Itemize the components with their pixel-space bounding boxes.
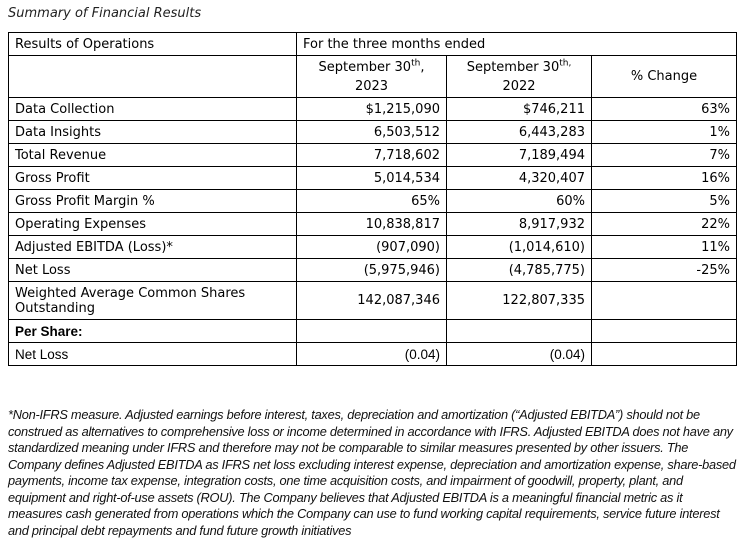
value-2022: (1,014,610) bbox=[447, 236, 592, 259]
column-header-sep-2023 bbox=[297, 56, 447, 98]
row-label: Gross Profit bbox=[9, 167, 297, 190]
column-header-pct-change: % Change bbox=[592, 56, 737, 98]
value-2022: (4,785,775) bbox=[447, 259, 592, 282]
value-2023: 6,503,512 bbox=[297, 121, 447, 144]
column-header-2023-comma: , bbox=[420, 59, 425, 75]
table-row-adjusted-ebitda bbox=[9, 236, 737, 259]
value-change: 63% bbox=[592, 98, 737, 121]
table-row-operating-expenses bbox=[9, 213, 737, 236]
row-label: Net Loss bbox=[9, 343, 297, 366]
row-label: Adjusted EBITDA (Loss)* bbox=[9, 236, 297, 259]
value-change: 5% bbox=[592, 190, 737, 213]
table-row-net-loss bbox=[9, 259, 737, 282]
value-2022: 6,443,283 bbox=[447, 121, 592, 144]
value-2022: 122,807,335 bbox=[447, 282, 592, 320]
value-2023: $1,215,090 bbox=[297, 98, 447, 121]
column-header-2023-date: September 30 bbox=[318, 59, 412, 75]
table-row-per-share bbox=[9, 320, 737, 343]
value-change: -25% bbox=[592, 259, 737, 282]
row-label: Weighted Average Common Shares Outstanding bbox=[9, 282, 297, 320]
value-change bbox=[592, 343, 737, 366]
table-row-weighted-avg-shares bbox=[9, 282, 737, 320]
row-label: Operating Expenses bbox=[9, 213, 297, 236]
header-empty-cell bbox=[9, 56, 297, 98]
financial-results-table bbox=[8, 32, 737, 366]
value-2022: (0.04) bbox=[447, 343, 592, 366]
value-2023: (907,090) bbox=[297, 236, 447, 259]
table-row-total-revenue bbox=[9, 144, 737, 167]
value-2023: 65% bbox=[297, 190, 447, 213]
column-header-2023-year: 2023 bbox=[354, 78, 389, 94]
value-change: 7% bbox=[592, 144, 737, 167]
row-label: Net Loss bbox=[9, 259, 297, 282]
column-header-2022-date: September 30 bbox=[466, 59, 560, 75]
row-label: Total Revenue bbox=[9, 144, 297, 167]
value-2023: (5,975,946) bbox=[297, 259, 447, 282]
table-row-data-insights bbox=[9, 121, 737, 144]
row-label: Data Insights bbox=[9, 121, 297, 144]
value-2023: 7,718,602 bbox=[297, 144, 447, 167]
table-row-gross-profit bbox=[9, 167, 737, 190]
non-ifrs-footnote: *Non-IFRS measure. Adjusted earnings before interest, taxes, depreciation and amortization (“Adjusted EBITDA”) should not be construed as alternatives to comprehensive loss or income determined in accordance with IFRS. Adjusted EBITDA does not have any standardized meaning under IFRS and therefore may not be comparable to similar measures presented by other issuers. The Company defines Adjusted EBITDA as IFRS net loss excluding interest expense, depreciation and amortization expense, share-based payments, income tax expense, integration costs, one time acquisition costs, and impairment of goodwill, property, plant, and equipment and right-of-use assets (ROU). The Company believes that Adjusted EBITDA is a meaningful financial metric as it measures cash generated from operations which the Company can use to fund working capital requirements, service future interest and principal debt repayments and fund future growth initiatives bbox=[8, 407, 736, 538]
value-2022: 60% bbox=[447, 190, 592, 213]
value-change bbox=[592, 282, 737, 320]
table-row-net-loss-per-share bbox=[9, 343, 737, 366]
value-2023 bbox=[297, 320, 447, 343]
value-change bbox=[592, 320, 737, 343]
value-2022 bbox=[447, 320, 592, 343]
value-2023: 5,014,534 bbox=[297, 167, 447, 190]
column-header-sep-2022 bbox=[447, 56, 592, 98]
page-title: Summary of Financial Results bbox=[8, 6, 202, 21]
row-label: Data Collection bbox=[9, 98, 297, 121]
value-change: 16% bbox=[592, 167, 737, 190]
value-2023: (0.04) bbox=[297, 343, 447, 366]
value-2022: 8,917,932 bbox=[447, 213, 592, 236]
value-change: 11% bbox=[592, 236, 737, 259]
column-header-2023-ordinal: th bbox=[411, 58, 421, 69]
value-2023: 10,838,817 bbox=[297, 213, 447, 236]
value-2023: 142,087,346 bbox=[297, 282, 447, 320]
value-change: 1% bbox=[592, 121, 737, 144]
value-change: 22% bbox=[592, 213, 737, 236]
row-label: Per Share: bbox=[9, 320, 297, 343]
value-2022: $746,211 bbox=[447, 98, 592, 121]
column-header-2022-ordinal: th, bbox=[559, 58, 572, 69]
header-results-of-operations: Results of Operations bbox=[9, 33, 297, 56]
header-period: For the three months ended bbox=[297, 33, 737, 56]
column-header-2022-year: 2022 bbox=[502, 78, 536, 94]
value-2022: 4,320,407 bbox=[447, 167, 592, 190]
row-label: Gross Profit Margin % bbox=[9, 190, 297, 213]
value-2022: 7,189,494 bbox=[447, 144, 592, 167]
table-row-data-collection bbox=[9, 98, 737, 121]
table-header-row-2 bbox=[9, 56, 737, 98]
table-row-gross-profit-margin bbox=[9, 190, 737, 213]
table-header-row-1 bbox=[9, 33, 737, 56]
